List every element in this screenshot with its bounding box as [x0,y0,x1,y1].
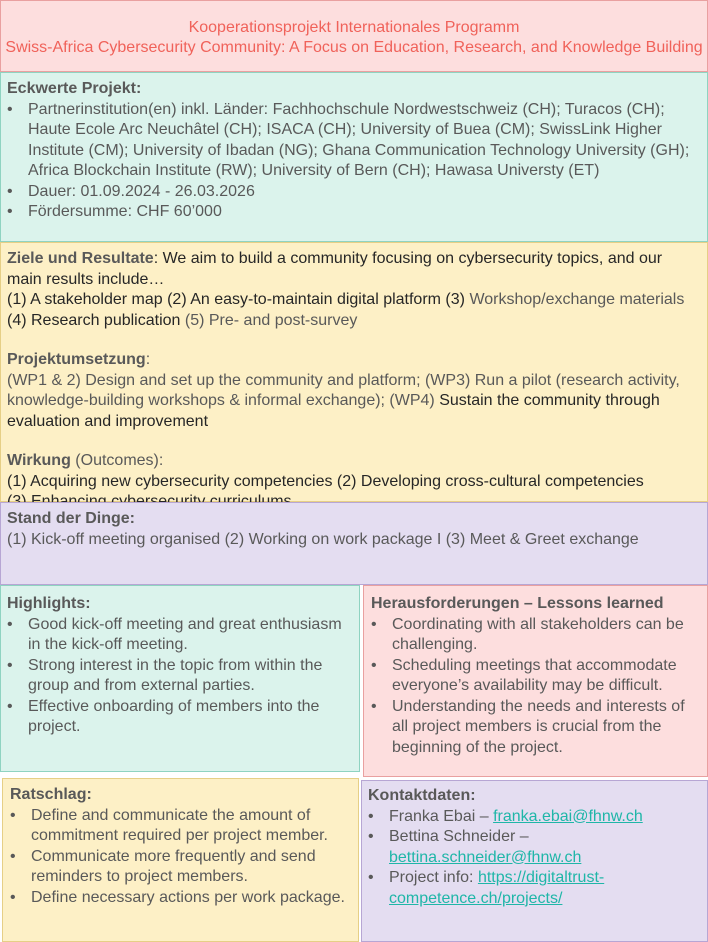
wirkung-heading-line: Wirkung (Outcomes): [7,452,164,469]
list-item: • Fördersumme: CHF 60’000 [7,202,701,223]
eckwerte-heading: Eckwerte Projekt: [7,80,142,97]
list-item: • Communicate more frequently and send reminders to project members. [10,847,316,885]
list-item: • Understanding the needs and interests of all project members is crucial from the beginning of the project. [371,697,685,756]
ziele-heading: Ziele und Resultate [7,250,154,267]
bullet-icon: • [371,656,377,674]
highlights-section [0,585,360,772]
results-paragraph: (1) A stakeholder map (2) An easy-to-maintain digital platform (3) Workshop/exchange materials (4) Research publication (5) Pre- and post-survey [7,291,685,329]
umsetzung-paragraph: (WP1 & 2) Design and set up the community and platform; (WP3) Run a pilot (research activity, knowledge-building workshops & informal exchange); (WP4) Sustain the community through evaluation and improvement [7,371,680,430]
bullet-icon: • [368,828,374,845]
bullet-icon: • [368,869,374,886]
ratschlag-section [2,778,359,942]
stand-text: (1) Kick-off meeting organised (2) Working on work package I (3) Meet & Greet exchange [7,530,639,548]
list-item: • Coordinating with all stakeholders can be challenging. [371,615,684,653]
email-link[interactable]: franka.ebai@fhnw.ch [493,807,643,825]
list-item: • Strong interest in the topic from within the group and from external parties. [7,656,323,694]
list-item: • Dauer: 01.09.2024 - 26.03.2026 [7,182,701,203]
program-title: Kooperationsprojekt Internationales Programm [188,19,520,36]
bullet-icon: • [371,697,377,715]
stand-heading: Stand der Dinge: [7,510,136,527]
list-item: • Good kick-off meeting and great enthusiasm in the kick-off meeting. [7,615,342,653]
herausforderungen-heading: Herausforderungen – Lessons learned [371,595,664,612]
ziele-paragraph [7,249,701,290]
ziele-intro: : We aim to build a community focusing on cybersecurity topics, and our main results include… [7,250,663,288]
list-item: • Scheduling meetings that accommodate everyone’s availability may be difficult. [371,656,677,694]
herausforderungen-list [371,615,701,759]
herausforderungen-section [363,585,708,777]
contact-item: • Project info: https://digitaltrust- competence.ch/projects/ [368,869,605,907]
eckwerte-list [7,100,701,223]
kontakt-heading: Kontaktdaten: [368,787,476,804]
bullet-icon: • [7,697,13,715]
stand-section [0,502,708,585]
highlights-list [7,615,353,738]
ratschlag-heading: Ratschlag: [10,786,92,803]
contact-item: • Bettina Schneider – bettina.schneider@fhnw.ch [368,828,582,866]
contact-item: • Franka Ebai – franka.ebai@fhnw.ch [368,807,701,828]
bullet-icon: • [371,615,377,633]
bullet-icon: • [10,806,16,824]
list-item: • Define and communicate the amount of commitment required per project member. [10,806,328,844]
bullet-icon: • [7,615,13,633]
ziele-section [0,242,708,502]
kontakt-list [368,807,701,910]
bullet-icon: • [7,203,13,220]
umsetzung-heading-line: Projektumsetzung: [7,351,151,368]
wirkung-line-1: (1) Acquiring new cybersecurity competencies (2) Developing cross-cultural competencies [7,472,644,490]
bullet-icon: • [7,182,13,200]
title-banner [0,0,708,72]
list-item: • Effective onboarding of members into the project. [7,697,320,735]
list-item: • Define necessary actions per work package. [10,888,352,909]
bullet-icon: • [10,888,16,906]
bullet-icon: • [10,847,16,865]
project-link[interactable]: https://digitaltrust- competence.ch/projects/ [389,869,605,907]
bullet-icon: • [368,807,374,825]
project-title: Swiss-Africa Cybersecurity Community: A Focus on Education, Research, and Knowledge Building [5,39,703,56]
bullet-icon: • [7,656,13,674]
list-item: • Partnerinstitution(en) inkl. Länder: Fachhochschule Nordwestschweiz (CH); Turacos (CH); Haute Ecole Arc Neuchâtel (CH); ISACA (CH); University of Buea (CM); SwissLink Higher Institute (CM); University of Ibadan (NG); Ghana Communication Technology University (GH); Africa Blockchain Institute (RW); University of Bern (CH); Hawasa Universty (ET) [7,100,690,179]
ratschlag-list [10,806,352,909]
bullet-icon: • [7,100,13,118]
eckwerte-section [0,72,708,242]
email-link[interactable]: bettina.schneider@fhnw.ch [389,848,582,866]
kontakt-section [361,780,708,942]
highlights-heading: Highlights: [7,595,91,612]
